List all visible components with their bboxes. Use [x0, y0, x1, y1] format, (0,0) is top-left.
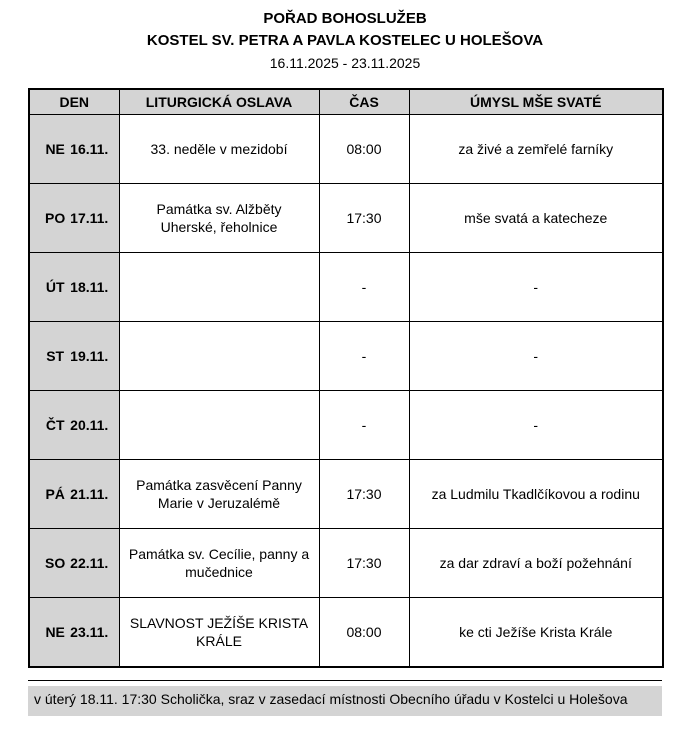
cell-celebration: Památka zasvěcení Panny Marie v Jeruzalémě — [119, 460, 319, 529]
cell-intention: - — [409, 253, 663, 322]
day-abbr: SO — [45, 554, 66, 571]
footer-note: v úterý 18.11. 17:30 Scholička, sraz v zasedací místnosti Obecního úřadu v Kostelci u Holešova — [28, 686, 662, 716]
cell-intention: za živé a zemřelé farníky — [409, 115, 663, 184]
day-date: 19.11. — [70, 347, 109, 364]
day-date: 21.11. — [70, 485, 109, 502]
cell-celebration — [119, 253, 319, 322]
table-row — [29, 391, 663, 460]
cell-celebration — [119, 391, 319, 460]
column-header-cas: ČAS — [319, 89, 409, 115]
page-subtitle: KOSTEL SV. PETRA A PAVLA KOSTELEC U HOLEŠOVA — [146, 31, 544, 49]
schedule-table — [28, 88, 664, 668]
cell-day — [29, 253, 119, 322]
day-date: 22.11. — [70, 554, 109, 571]
document-header — [28, 8, 662, 72]
table-row — [29, 253, 663, 322]
cell-time: 17:30 — [319, 529, 409, 598]
cell-day — [29, 184, 119, 253]
cell-time: 08:00 — [319, 115, 409, 184]
table-row — [29, 115, 663, 184]
day-abbr: ST — [46, 347, 65, 364]
cell-day — [29, 598, 119, 668]
cell-time: - — [319, 322, 409, 391]
table-row — [29, 529, 663, 598]
table-row — [29, 184, 663, 253]
day-abbr: PO — [45, 209, 66, 226]
day-date: 23.11. — [70, 623, 109, 640]
cell-intention: mše svatá a katecheze — [409, 184, 663, 253]
day-abbr: ÚT — [45, 278, 65, 295]
schedule-body — [29, 115, 663, 668]
cell-intention: - — [409, 322, 663, 391]
table-row — [29, 322, 663, 391]
cell-day — [29, 322, 119, 391]
cell-celebration — [119, 322, 319, 391]
cell-celebration: 33. neděle v mezidobí — [119, 115, 319, 184]
cell-celebration: SLAVNOST JEŽÍŠE KRISTA KRÁLE — [119, 598, 319, 668]
page-title: POŘAD BOHOSLUŽEB — [263, 10, 427, 27]
column-header-oslava: LITURGICKÁ OSLAVA — [119, 89, 319, 115]
cell-day — [29, 115, 119, 184]
table-row — [29, 460, 663, 529]
cell-day — [29, 391, 119, 460]
column-header-umysl: ÚMYSL MŠE SVATÉ — [409, 89, 663, 115]
cell-time: - — [319, 391, 409, 460]
cell-time: 17:30 — [319, 184, 409, 253]
table-row — [29, 598, 663, 668]
cell-intention: za dar zdraví a boží požehnání — [409, 529, 663, 598]
day-abbr: NE — [45, 623, 65, 640]
cell-day — [29, 529, 119, 598]
cell-day — [29, 460, 119, 529]
day-abbr: PÁ — [45, 485, 65, 502]
table-header-row — [29, 89, 663, 115]
cell-intention: - — [409, 391, 663, 460]
cell-celebration: Památka sv. Cecílie, panny a mučednice — [119, 529, 319, 598]
cell-time: - — [319, 253, 409, 322]
cell-intention: za Ludmilu Tkadlčíkovou a rodinu — [409, 460, 663, 529]
day-abbr: ČT — [45, 416, 65, 433]
day-date: 17.11. — [70, 209, 109, 226]
cell-intention: ke cti Ježíše Krista Krále — [409, 598, 663, 668]
date-range: 16.11.2025 - 23.11.2025 — [269, 54, 421, 71]
column-header-den: DEN — [29, 89, 119, 115]
cell-celebration: Památka sv. Alžběty Uherské, řeholnice — [119, 184, 319, 253]
cell-time: 17:30 — [319, 460, 409, 529]
cell-time: 08:00 — [319, 598, 409, 668]
day-date: 16.11. — [70, 140, 109, 157]
divider — [28, 680, 662, 681]
day-date: 18.11. — [70, 278, 109, 295]
day-date: 20.11. — [70, 416, 109, 433]
day-abbr: NE — [45, 140, 65, 157]
